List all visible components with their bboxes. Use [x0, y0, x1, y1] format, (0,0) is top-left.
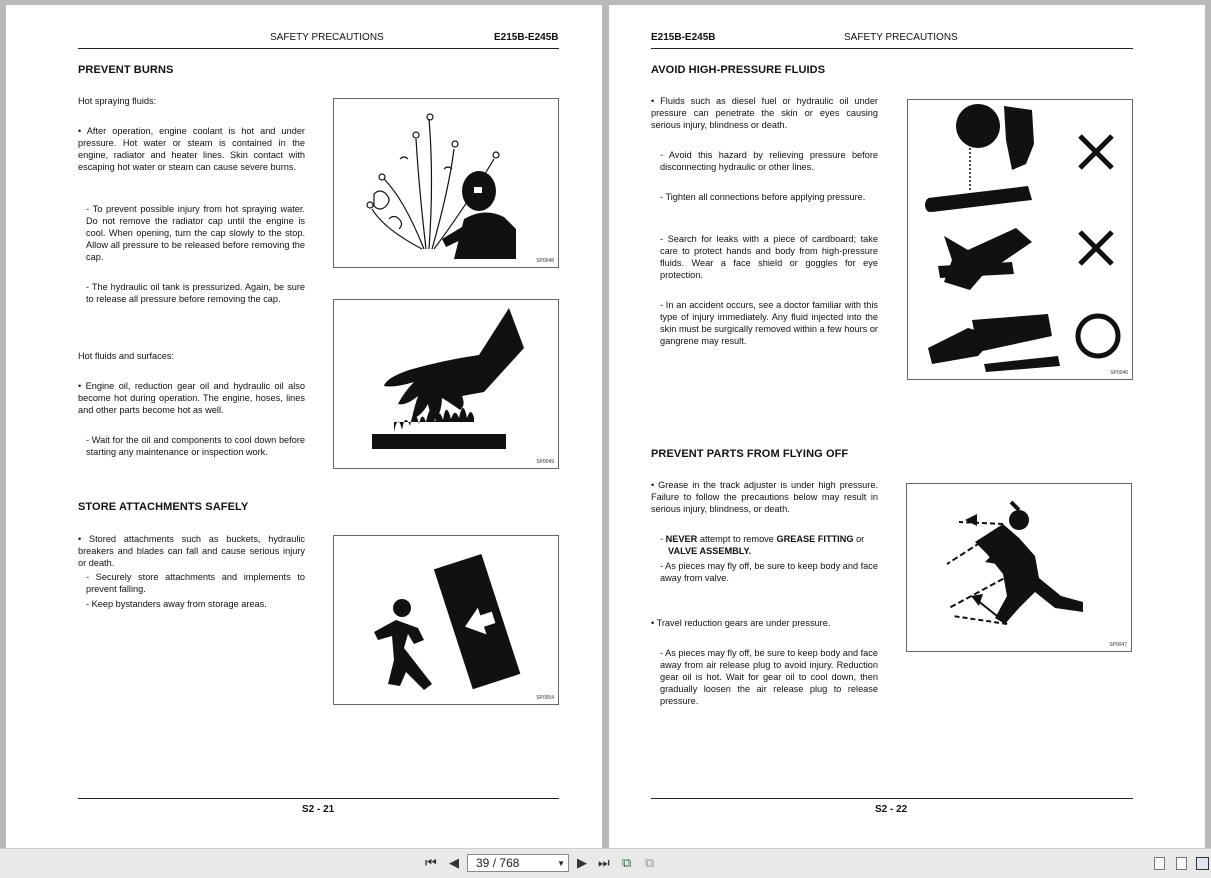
first-page-icon[interactable]: ⏮ [425, 855, 437, 870]
dash-text: - As pieces may fly off, be sure to keep body and face away from valve. [660, 561, 878, 583]
section-title-high-pressure: AVOID HIGH-PRESSURE FLUIDS [651, 64, 826, 76]
hot-spray-illustration [333, 98, 559, 268]
falling-attachment-illustration [333, 535, 559, 705]
header-title: SAFETY PRECAUTIONS [270, 32, 384, 43]
dash-text: - Search for leaks with a piece of cardboard; take care to protect hands and body from high-pressure fluids. Wear a face shield or goggles for eye protection. [660, 234, 878, 280]
dash-text: - Keep bystanders away from storage areas. [86, 599, 267, 609]
current-page: 39 [476, 856, 490, 870]
footer-rule [651, 798, 1133, 799]
two-page-icon[interactable] [1176, 857, 1187, 870]
facing-view-icon[interactable]: ⧉ [645, 855, 655, 870]
dash-text: - Tighten all connections before applying pressure. [660, 192, 866, 202]
left-page [6, 5, 602, 848]
flying-parts-illustration [906, 483, 1132, 652]
bullet-text: • Engine oil, reduction gear oil and hydraulic oil also become hot during operation. The engine, hoses, lines and other parts become hot as well. [78, 381, 305, 415]
section-title-flying-parts: PREVENT PARTS FROM FLYING OFF [651, 448, 849, 460]
page-number-input[interactable] [467, 854, 569, 872]
figure-code: SP0046 [1110, 370, 1128, 376]
header-model: E215B-E245B [494, 32, 559, 43]
dash-text: - In an accident occurs, see a doctor familiar with this type of injury immediately. Any fluid injected into the skin must be surgically removed within a few hours or gangrene may result. [660, 300, 878, 346]
footer-rule [78, 798, 559, 799]
prev-page-icon[interactable]: ◀ [449, 855, 459, 870]
bullet-text: • Grease in the track adjuster is under high pressure. Failure to follow the precautions below may result in serious injury, blindness, or death. [651, 480, 878, 514]
header-model: E215B-E245B [651, 32, 716, 43]
bullet-text: • After operation, engine coolant is hot and under pressure. Hot water or steam is contained in the engine, radiator and heater lines. Skin contact with escaping hot water or steam can cause severe burns. [78, 126, 305, 172]
high-pressure-fluid-illustration [907, 99, 1133, 380]
emphasis-never: NEVER [665, 534, 698, 544]
single-page-icon[interactable] [1154, 857, 1165, 870]
header-rule [651, 48, 1133, 49]
subheading-hot-fluids: Hot fluids and surfaces: [78, 351, 175, 361]
section-title-store-attachments: STORE ATTACHMENTS SAFELY [78, 501, 249, 513]
dropdown-arrow-icon[interactable]: ▼ [557, 859, 565, 868]
continuous-view-icon[interactable]: ⧉ [622, 855, 632, 870]
figure-code: SP0047 [1109, 642, 1127, 648]
section-title-prevent-burns: PREVENT BURNS [78, 64, 174, 76]
right-page [609, 5, 1205, 848]
hot-surface-hand-illustration [333, 299, 559, 469]
header-rule [78, 48, 559, 49]
emphasis-grease-fitting: GREASE FITTING [776, 534, 854, 544]
page-separator: / [492, 856, 497, 870]
dash-text-never [660, 533, 878, 557]
bullet-text: • Stored attachments such as buckets, hydraulic breakers and blades can fall and cause serious injury or death. [78, 534, 305, 568]
page-number: S2 - 21 [302, 804, 335, 815]
total-pages: 768 [499, 856, 520, 870]
figure-code: SP0049 [536, 459, 554, 465]
book-view-icon[interactable] [1196, 857, 1209, 870]
bullet-text: • Fluids such as diesel fuel or hydraulic oil under pressure can penetrate the skin or eyes causing serious injury, blindness or death. [651, 96, 878, 130]
viewer-toolbar [0, 848, 1211, 878]
last-page-icon[interactable]: ⏭ [598, 855, 610, 870]
bullet-text: • Travel reduction gears are under pressure. [651, 618, 831, 628]
dash-text: - Wait for the oil and components to cool down before starting any maintenance or inspection work. [86, 435, 305, 457]
figure-code: SP0048 [536, 258, 554, 264]
subheading-hot-spraying: Hot spraying fluids: [78, 96, 157, 106]
dash-text: - To prevent possible injury from hot spraying water. Do not remove the radiator cap until the engine is cool. When opening, turn the cap slowly to the stop. Allow all pressure to be released before removing the cap. [86, 204, 305, 262]
next-page-icon[interactable]: ▶ [577, 855, 587, 870]
dash-text: - Securely store attachments and implements to prevent falling. [86, 572, 305, 594]
emphasis-valve-assembly: VALVE ASSEMBLY. [668, 546, 752, 556]
dash-text: - Avoid this hazard by relieving pressure before disconnecting hydraulic or other lines. [660, 150, 878, 172]
figure-code: SP0054 [536, 695, 554, 701]
text-span: or [853, 534, 865, 544]
dash-text: - As pieces may fly off, be sure to keep body and face away from air release plug to avoid injury. Reduction gear oil is hot. Wait for gear oil to cool down, then gradually loosen the air release plug to release pressure. [660, 648, 878, 706]
text-span: attempt to remove [697, 534, 777, 544]
page-number: S2 - 22 [875, 804, 908, 815]
header-title: SAFETY PRECAUTIONS [844, 32, 958, 43]
dash-prefix: - [660, 534, 666, 544]
dash-text: - The hydraulic oil tank is pressurized. Again, be sure to release all pressure before removing the cap. [86, 282, 305, 304]
